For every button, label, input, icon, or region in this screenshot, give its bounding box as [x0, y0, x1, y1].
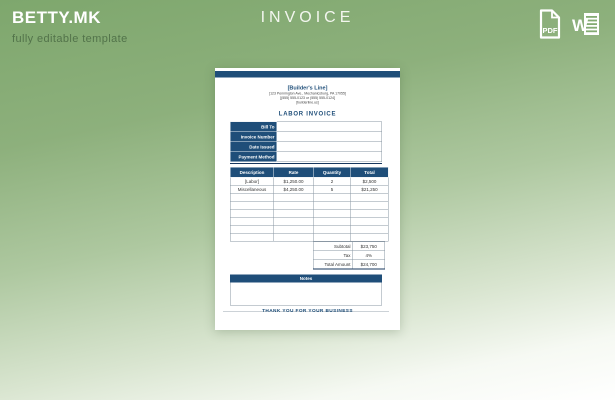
info-row [230, 152, 382, 162]
tax-label: Tax [313, 251, 353, 260]
cell-description: [Labor] [230, 177, 274, 185]
company-name: [Builder's Line] [287, 85, 328, 91]
word-file-icon [572, 9, 602, 39]
thank-you-section [230, 308, 385, 315]
invoice-page [215, 68, 400, 330]
cell-total: $2,500 [351, 177, 389, 185]
header-description: Description [230, 167, 274, 177]
info-value-payment-method [277, 152, 382, 162]
info-row [230, 132, 382, 142]
table-row-empty [230, 225, 388, 233]
items-header-row [230, 167, 388, 177]
pdf-file-icon [537, 9, 563, 39]
info-label-payment-method: Payment Method [230, 152, 277, 162]
info-value-bill-to [277, 122, 382, 132]
total-amount-label: Total Amount [313, 260, 353, 269]
invoice-top-bar [215, 71, 400, 78]
totals-table [313, 242, 385, 270]
totals-row [313, 260, 385, 269]
info-row [230, 142, 382, 152]
info-label-date-issued: Date Issued [230, 142, 277, 152]
word-icon-label: W [572, 16, 589, 35]
section-divider [230, 163, 382, 164]
info-label-bill-to: Bill To [230, 122, 277, 132]
pdf-icon-label: PDF [542, 26, 558, 35]
notes-box [230, 283, 382, 306]
cell-rate: $1,250.00 [274, 177, 314, 185]
total-amount-value: $24,700 [353, 260, 385, 269]
line-items-table [230, 167, 389, 242]
totals-row [313, 242, 385, 251]
cell-total: $21,250 [351, 185, 389, 193]
info-value-date-issued [277, 142, 382, 152]
header-total: Total [351, 167, 389, 177]
cell-quantity: 2 [313, 177, 351, 185]
brand-tagline: fully editable template [12, 33, 128, 45]
pdf-download-button[interactable] [535, 9, 565, 39]
table-row-empty [230, 201, 388, 209]
table-row-empty [230, 209, 388, 217]
address-line: [builderline.us] [296, 101, 319, 105]
table-row [230, 177, 388, 185]
table-row [230, 185, 388, 193]
download-buttons [535, 9, 602, 39]
brand-logo[interactable]: BETTY.MK [12, 8, 101, 27]
subtotal-value: $23,750 [353, 242, 385, 251]
header-rate: Rate [274, 167, 314, 177]
info-row [230, 122, 382, 132]
address-line: [123 Pennington Ave., Mechanicsburg, PA 17055] [269, 92, 346, 96]
header-quantity: Quantity [313, 167, 351, 177]
page-title: INVOICE [260, 9, 355, 26]
billing-info-table [230, 122, 382, 163]
totals-row [313, 251, 385, 260]
address-line: [(555) 555-0123 or (555) 555-0124] [280, 96, 335, 100]
company-address [230, 92, 385, 106]
table-row-empty [230, 193, 388, 201]
tax-value: 4% [353, 251, 385, 260]
word-download-button[interactable] [572, 9, 602, 39]
document-preview [215, 68, 400, 330]
invoice-content [230, 85, 385, 315]
subtotal-label: Subtotal [313, 242, 353, 251]
brand-block [12, 8, 128, 45]
table-row-empty [230, 217, 388, 225]
cell-description: Miscellaneous [230, 185, 274, 193]
notes-header: Notes [230, 275, 382, 283]
info-value-invoice-number [277, 132, 382, 142]
info-label-invoice-number: Invoice Number [230, 132, 277, 142]
invoice-title: LABOR INVOICE [278, 110, 337, 117]
cell-quantity: 5 [313, 185, 351, 193]
table-row-empty [230, 233, 388, 241]
cell-rate: $4,250.00 [274, 185, 314, 193]
thank-you-message: THANK YOU FOR YOUR BUSINESS [262, 308, 353, 314]
